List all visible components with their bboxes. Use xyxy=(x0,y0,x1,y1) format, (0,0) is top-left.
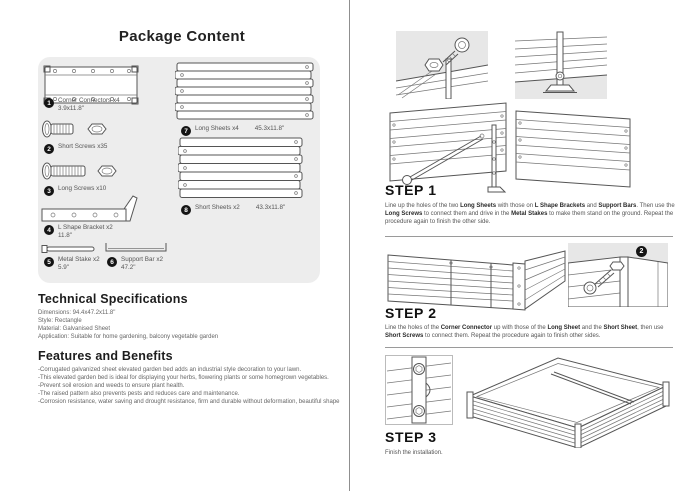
package-item-short-sheets xyxy=(181,204,285,215)
features-and-benefits-list xyxy=(38,366,340,406)
item-label: L Shape Bracket x2 xyxy=(58,224,113,231)
item-label: Long Sheets x4 xyxy=(195,125,239,132)
step3-connector-detail-inset xyxy=(385,355,453,425)
package-item-l-shape-bracket xyxy=(44,224,113,239)
step1-title: STEP 1 xyxy=(385,182,437,198)
step2-corner-assembly-drawing xyxy=(385,242,567,312)
nut-drawing xyxy=(87,121,107,137)
item-number-badge: 1 xyxy=(44,98,54,108)
item-dimensions: 11.8" xyxy=(58,231,73,239)
technical-specifications-list xyxy=(38,309,218,341)
short-sheets-drawing xyxy=(178,137,304,199)
step2-title: STEP 2 xyxy=(385,305,437,321)
package-item-long-sheets xyxy=(181,125,284,136)
step1-sheets-drawing xyxy=(388,97,634,193)
item-number-badge: 8 xyxy=(181,205,191,215)
short-screw-drawing xyxy=(41,119,81,139)
long-sheets-drawing xyxy=(175,62,315,122)
spec-line: Dimensions: 94.4x47.2x11.8" xyxy=(38,310,116,316)
step2-instructions: Line the holes of the Corner Connector up with those of the Long Sheet and the Short Sheet, then use Short Screws to connect them. Repeat the procedure again to finish other sides. xyxy=(385,325,664,340)
spec-line: Style: Rectangle xyxy=(38,318,82,324)
item-label: Corner Connectors x4 xyxy=(58,97,120,104)
item-dimensions: 5.9" xyxy=(58,263,69,271)
step2-corner-detail-inset xyxy=(568,243,668,307)
l-shape-bracket-drawing xyxy=(40,193,140,225)
step1-screw-detail-inset xyxy=(396,31,488,99)
item-dimensions: 43.3x11.8" xyxy=(255,204,286,211)
item-label: Support Bar x2 xyxy=(121,256,164,263)
step1-instructions: Line up the holes of the two Long Sheets with those on L Shape Brackets and Support Bars. Then use the Long Screws to connect them and drive in the Metal Stakes to make them stand on the ground. Repeat the procedure again to finish the other side. xyxy=(385,203,675,226)
feature-line: -The raised pattern also prevents pests and reduces care and maintenance. xyxy=(38,391,240,397)
package-item-corner-connectors xyxy=(44,97,120,112)
nut-drawing xyxy=(97,163,117,179)
spec-line: Material: Galvanised Sheet xyxy=(38,326,111,332)
package-content-panel xyxy=(38,57,320,283)
item-number-badge: 4 xyxy=(44,225,54,235)
support-bar-drawing xyxy=(104,242,168,254)
item-dimensions: 3.9x11.8" xyxy=(58,104,84,112)
spec-line: Application: Suitable for home gardening, balcony vegetable garden xyxy=(38,334,219,340)
feature-line: -Corrugated galvanized sheet elevated garden bed adds an industrial style decoration to your lawn. xyxy=(38,367,302,373)
step3-assembled-bed-drawing xyxy=(463,348,673,448)
item-number-badge: 6 xyxy=(107,257,117,267)
package-item-short-screws xyxy=(44,143,107,154)
page-divider xyxy=(349,0,350,491)
long-screw-drawing xyxy=(41,161,93,181)
step2-part-number-badge: 2 xyxy=(636,246,647,257)
step1-bracket-foot-inset xyxy=(515,31,607,99)
item-number-badge: 2 xyxy=(44,144,54,154)
feature-line: -Corrosion resistance, water saving and drought resistance, firm and durable without deformation, beautiful shape xyxy=(38,399,340,405)
feature-line: -Prevent soil erosion and weeds to ensure plant health. xyxy=(38,383,185,389)
features-and-benefits-title: Features and Benefits xyxy=(38,349,173,363)
item-number-badge: 5 xyxy=(44,257,54,267)
item-dimensions: 45.3x11.8" xyxy=(254,125,285,132)
page-title: Package Content xyxy=(118,28,246,45)
feature-line: -This elevated garden bed is ideal for displaying your herbs, flowering plants or some homegrown vegetables. xyxy=(38,375,329,381)
step3-instructions: Finish the installation. xyxy=(385,450,443,456)
item-label: Metal Stake x2 xyxy=(58,256,100,263)
item-label: Short Screws x35 xyxy=(58,143,108,150)
item-label: Short Sheets x2 xyxy=(195,204,240,211)
item-label: Long Screws x10 xyxy=(58,185,107,192)
item-number-badge: 7 xyxy=(181,126,191,136)
metal-stake-drawing xyxy=(41,244,97,254)
step3-title: STEP 3 xyxy=(385,429,437,445)
item-number-badge: 3 xyxy=(44,186,54,196)
section-divider xyxy=(385,236,673,237)
technical-specifications-title: Technical Specifications xyxy=(38,292,188,306)
package-item-support-bar xyxy=(107,256,163,271)
item-dimensions: 47.2" xyxy=(121,263,136,271)
package-item-metal-stake xyxy=(44,256,100,271)
